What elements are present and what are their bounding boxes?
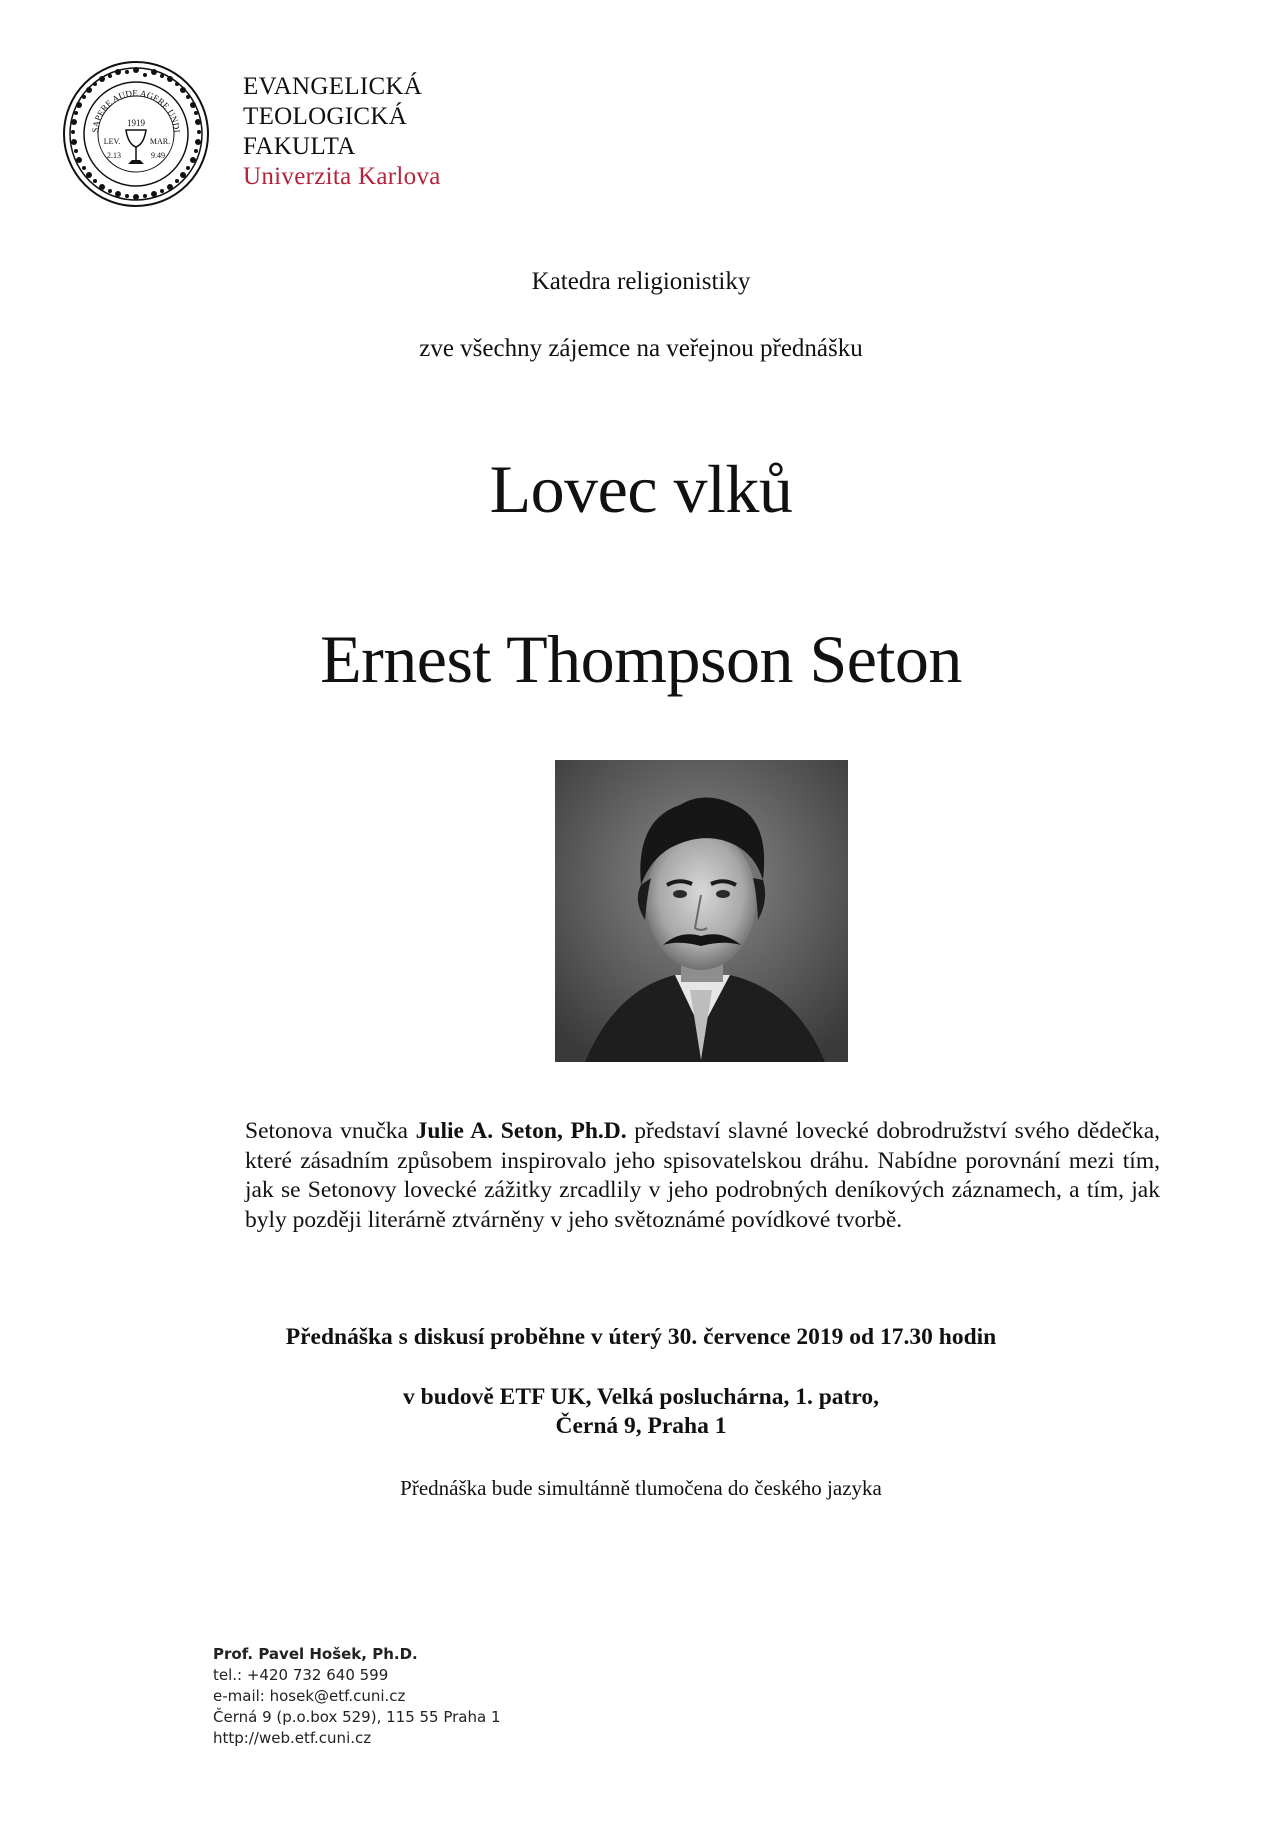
contact-name: Prof. Pavel Hošek, Ph.D. [213, 1645, 418, 1663]
contact-website-link[interactable]: http://web.etf.cuni.cz [213, 1729, 372, 1747]
lecture-venue: v budově ETF UK, Velká posluchárna, 1. patro, [403, 1384, 879, 1410]
faculty-line-3: FAKULTA [243, 133, 356, 160]
department-name: Katedra religionistiky [531, 268, 751, 295]
faculty-name-block [243, 72, 441, 192]
faculty-line-1: EVANGELICKÁ [243, 73, 423, 100]
lecture-address: Černá 9, Praha 1 [555, 1413, 727, 1439]
lecture-title: Lovec vlků [489, 451, 793, 527]
university-name: Univerzita Karlova [243, 163, 441, 190]
translation-note: Přednáška bude simultánně tlumočena do českého jazyka [400, 1476, 882, 1500]
contact-address: Černá 9 (p.o.box 529), 115 55 Praha 1 [213, 1708, 501, 1726]
seal-year: 1919 [127, 118, 145, 128]
seal-left-top: LEV. [103, 137, 121, 146]
seal-left-bottom: 2.13 [107, 151, 121, 160]
seal-right-top: MAR. [149, 137, 171, 146]
seal-right-bottom: 9.49 [151, 151, 165, 160]
seal-motto: SAPERE AUDE AGERE UNDI [89, 87, 182, 134]
contact-block [213, 1644, 501, 1749]
speaker-name: Julie A. Seton, Ph.D. [415, 1118, 627, 1144]
description-intro: Setonova vnučka [245, 1118, 416, 1144]
portrait-photo [555, 760, 848, 1062]
description-body: představí slavné lovecké dobrodružství svého dědečka, které zásadním způsobem inspirovalo jeho spisovatelskou dráhu. Nabídne porovnání mezi tím, jak se Setonovy lovecké zážitky zrcadlily v jeho podrobných deníkových záznamech, a tím, jak byly později literárně ztvárněny v jeho světoznámé povídkové tvorbě. [245, 1118, 1160, 1233]
contact-email[interactable]: e-mail: hosek@etf.cuni.cz [213, 1687, 406, 1705]
contact-phone: tel.: +420 732 640 599 [213, 1666, 389, 1684]
lecture-datetime: Přednáška s diskusí proběhne v úterý 30. července 2019 od 17.30 hodin [285, 1324, 997, 1350]
lecture-description [245, 1117, 1160, 1235]
faculty-line-2: TEOLOGICKÁ [243, 103, 408, 130]
university-seal-icon [62, 60, 210, 208]
lecture-subject: Ernest Thompson Seton [320, 621, 962, 697]
invitation-text: zve všechny zájemce na veřejnou přednášku [419, 335, 863, 362]
